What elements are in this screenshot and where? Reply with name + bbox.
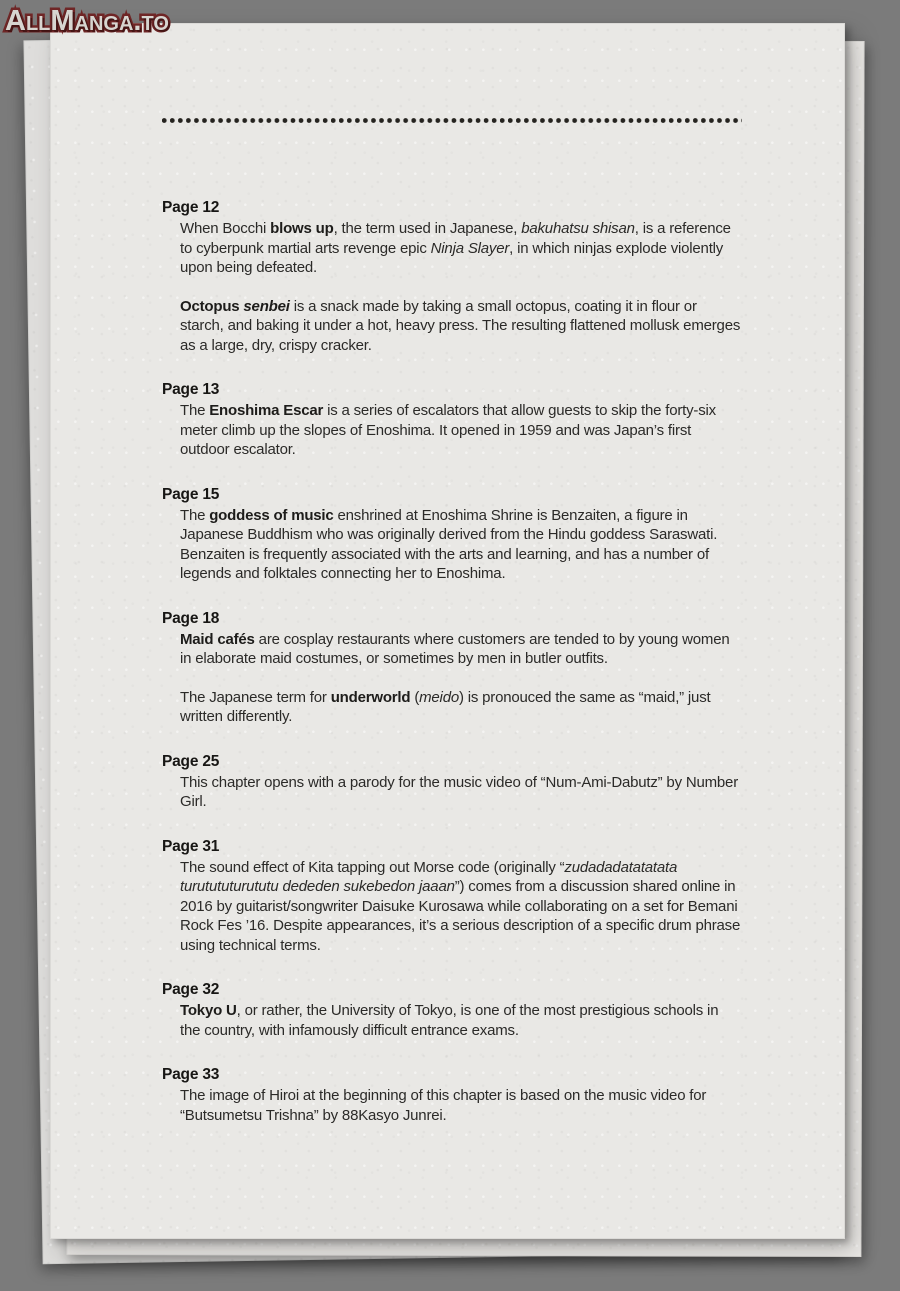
body-text: is a snack made by taking a small octopus, coating it in flour or starch, and baking it under a hot, heavy press. The resulting flattened mollusk emerges as a large, dry, crispy cracker. [180,297,741,354]
body-text: The [180,402,210,419]
italic-text: zudadadatatatata turutututurututu dededen sukebedon jaaan [180,858,678,895]
dotted-divider [162,118,742,123]
body-text: , or rather, the University of Tokyo, is one of the most prestigious schools in the country, with infamously difficult entrance exams. [180,1002,719,1039]
page-heading: Page 32 [162,981,220,998]
manga-page-image[interactable] [50,23,845,1239]
bold-text: Tokyo U [180,1002,237,1019]
bold-italic-text: senbei [243,297,290,315]
italic-text: bakuhatsu shisan [521,220,635,237]
body-text: is a series of escalators that allow guests to skip the forty-six meter climb up the slopes of Enoshima. It opened in 1959 and was Japan’s first outdoor escalator. [180,402,716,458]
page-heading: Page 15 [162,485,220,503]
bold-text: Maid cafés [180,630,255,648]
note-paragraph [180,219,742,278]
body-text: ) is pronouced the same as “maid,” just written differently. [180,688,711,725]
italic-text: meido [419,688,459,706]
body-text: enshrined at Enoshima Shrine is Benzaiten, a figure in Japanese Buddhism who was originally derived from the Hindu goddess Saraswati. Benzaiten is frequently associated with the arts and learning, and has a number of legends and folktales connecting her to Enoshima. [180,506,718,582]
allmanga-logo: AllManga.to [5,5,169,37]
note-paragraph [180,630,742,669]
body-text: This chapter opens with a parody for the music video of “Num-Ami-Dabutz” by Number Girl. [180,773,738,810]
bold-text: goddess of music [209,506,334,524]
bold-text: Enoshima Escar [209,402,324,419]
page-heading: Page 25 [162,752,220,770]
bold-text: underworld [330,688,411,706]
note-paragraph [180,688,742,727]
note-paragraph [180,858,742,956]
note-section [162,1065,742,1125]
body-text: are cosplay restaurants where customers are tended to by young women in elaborate maid costumes, or sometimes by men in butler outfits. [180,630,730,667]
page-heading: Page 12 [162,199,220,216]
note-paragraph [180,1001,742,1040]
note-section [162,485,742,584]
note-section [162,837,742,956]
body-text: ”) comes from a discussion shared online in 2016 by guitarist/songwriter Daisuke Kurosawa while collaborating on a set for Bemani Rock Fes ’16. Despite appearances, it’s a serious description of a specific drum phrase using technical terms. [180,878,741,954]
body-text: When Bocchi [180,220,271,237]
page-heading: Page 31 [162,837,220,855]
note-paragraph [180,506,742,584]
note-paragraph [180,297,742,356]
translation-notes-content [162,118,742,1150]
bold-text: Octopus [180,297,244,315]
note-section [162,609,742,727]
note-paragraph [180,401,742,460]
note-section [162,198,742,355]
note-paragraph [180,1086,742,1125]
body-text: ( [410,688,420,706]
body-text: , the term used in Japanese, [333,220,522,237]
body-text: The Japanese term for [180,688,331,706]
body-text: The [180,506,210,524]
note-section [162,980,742,1040]
body-text: , in which ninjas explode violently upon being defeated. [180,239,724,276]
body-text: The sound effect of Kita tapping out Morse code (originally “ [180,858,565,876]
translation-notes [162,198,742,1125]
body-text: The image of Hiroi at the beginning of this chapter is based on the music video for “Butsumetsu Trishna” by 88Kasyo Junrei. [180,1087,707,1124]
body-text: , is a reference to cyberpunk martial arts revenge epic [180,220,731,257]
page-heading: Page 33 [162,1066,220,1083]
italic-text: Ninja Slayer [430,239,510,257]
note-section [162,380,742,460]
page-heading: Page 13 [162,381,220,398]
bold-text: blows up [270,220,334,237]
note-section [162,752,742,812]
page-heading: Page 18 [162,609,220,627]
note-paragraph [180,773,742,812]
